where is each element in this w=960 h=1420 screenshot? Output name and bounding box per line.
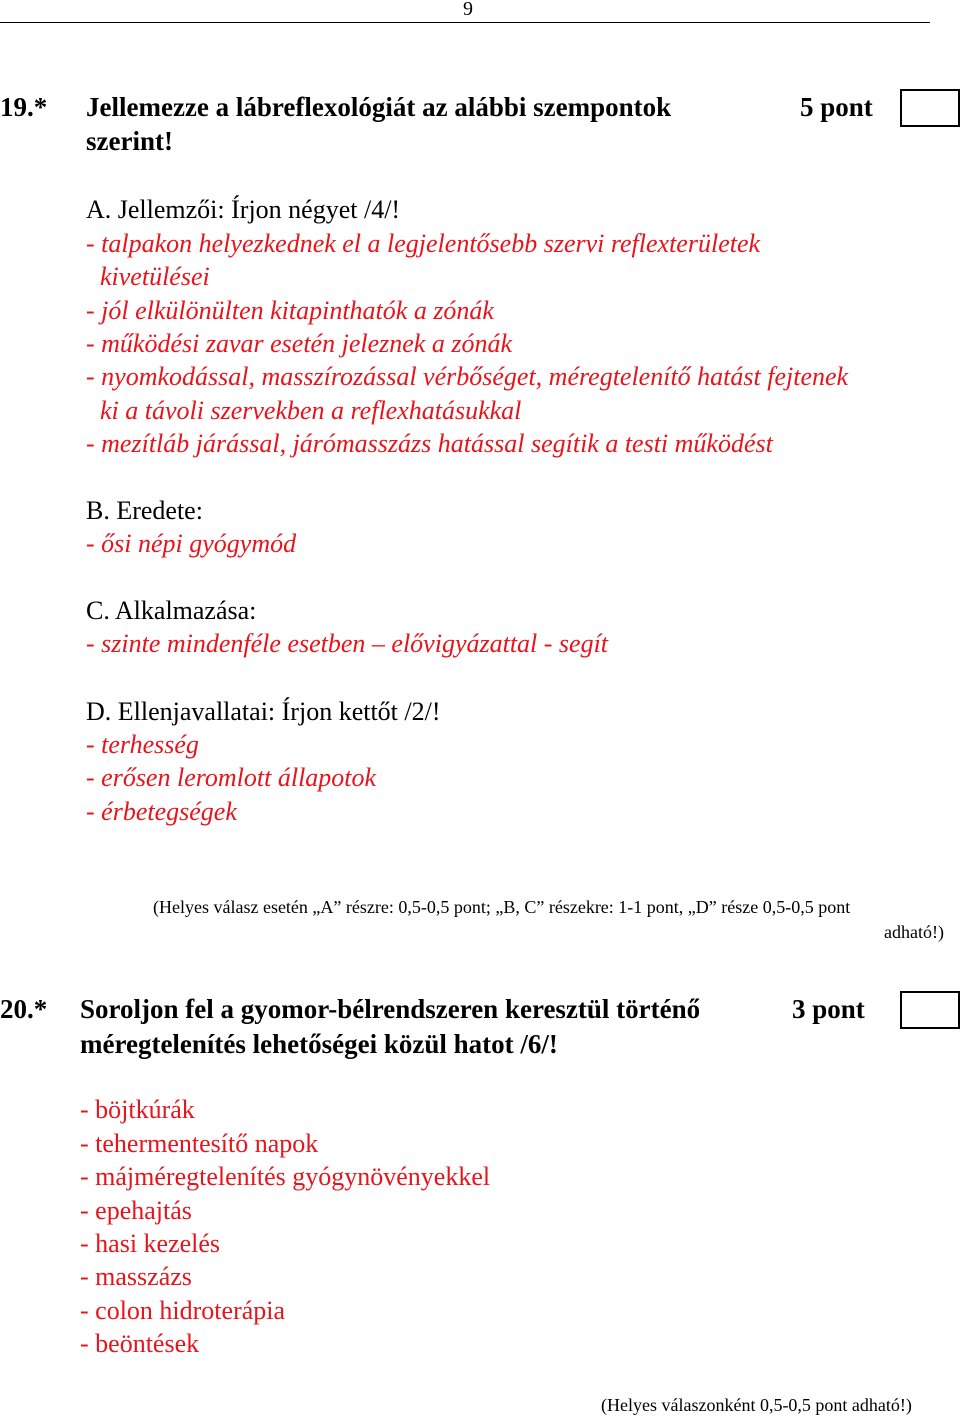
q19-c-heading: C. Alkalmazása: (86, 596, 257, 625)
q19-scoring-note: (Helyes válasz esetén „A” részre: 0,5-0,5 pont; „B, C” részekre: 1-1 pont, „D” része 0,5-0,5 pont (153, 897, 851, 917)
q19-d-heading: D. Ellenjavallatai: Írjon kettőt /2/! (86, 697, 441, 726)
q19-a-answer: - nyomkodással, masszírozással vérbőséget, méregtelenítő hatást fejtenek (86, 362, 849, 391)
q19-b-answer: - ősi népi gyógymód (86, 529, 297, 558)
q19-a-answer: - működési zavar esetén jeleznek a zónák (86, 329, 512, 358)
q20-answer: - masszázs (80, 1262, 192, 1291)
q19-points: 5 pont (800, 92, 873, 122)
q19-d-answer: - erősen leromlott állapotok (86, 763, 377, 792)
q20-points: 3 pont (792, 994, 865, 1024)
q19-a-heading: A. Jellemzői: Írjon négyet /4/! (86, 195, 401, 224)
q20-answer: - tehermentesítő napok (80, 1129, 319, 1158)
q19-d-answer: - érbetegségek (86, 797, 237, 826)
q20-answer: - hasi kezelés (80, 1229, 221, 1258)
q19-a-answer: - jól elkülönülten kitapinthatók a zónák (86, 296, 494, 325)
q20-score-box[interactable] (900, 991, 960, 1029)
q20-answer: - beöntések (80, 1329, 200, 1358)
q20-title-line1: Soroljon fel a gyomor-bélrendszeren keresztül történő (80, 994, 701, 1024)
q20-answer: - böjtkúrák (80, 1095, 195, 1124)
q20-answer: - májméregtelenítés gyógynövényekkel (80, 1162, 491, 1191)
header-rule (0, 22, 930, 23)
q20-scoring-note: (Helyes válaszonként 0,5-0,5 pont adható!) (601, 1395, 912, 1415)
q20-number: 20.* (0, 994, 48, 1024)
q19-score-box[interactable] (900, 89, 960, 127)
q19-number: 19.* (0, 92, 48, 122)
q19-title-line1: Jellemezze a lábreflexológiát az alábbi szempontok (86, 92, 672, 122)
q19-title-line2: szerint! (86, 126, 173, 156)
q19-scoring-note-cont: adható!) (884, 922, 944, 942)
q19-a-answer: - talpakon helyezkednek el a legjelentősebb szervi reflexterületek (86, 229, 761, 258)
q20-title-line2: méregtelenítés lehetőségei közül hatot /6/! (80, 1029, 558, 1059)
q19-c-answer: - szinte mindenféle esetben – elővigyázattal - segít (86, 629, 609, 658)
q19-b-heading: B. Eredete: (86, 496, 203, 525)
q19-a-answer: - mezítláb járással, járómasszázs hatással segítik a testi működést (86, 429, 773, 458)
page-number: 9 (463, 0, 473, 20)
q20-answer: - epehajtás (80, 1196, 192, 1225)
q19-a-answer: kivetülései (100, 262, 210, 291)
q19-a-answer: ki a távoli szervekben a reflexhatásukkal (100, 396, 522, 425)
q20-answer: - colon hidroterápia (80, 1296, 286, 1325)
q19-d-answer: - terhesség (86, 730, 199, 759)
